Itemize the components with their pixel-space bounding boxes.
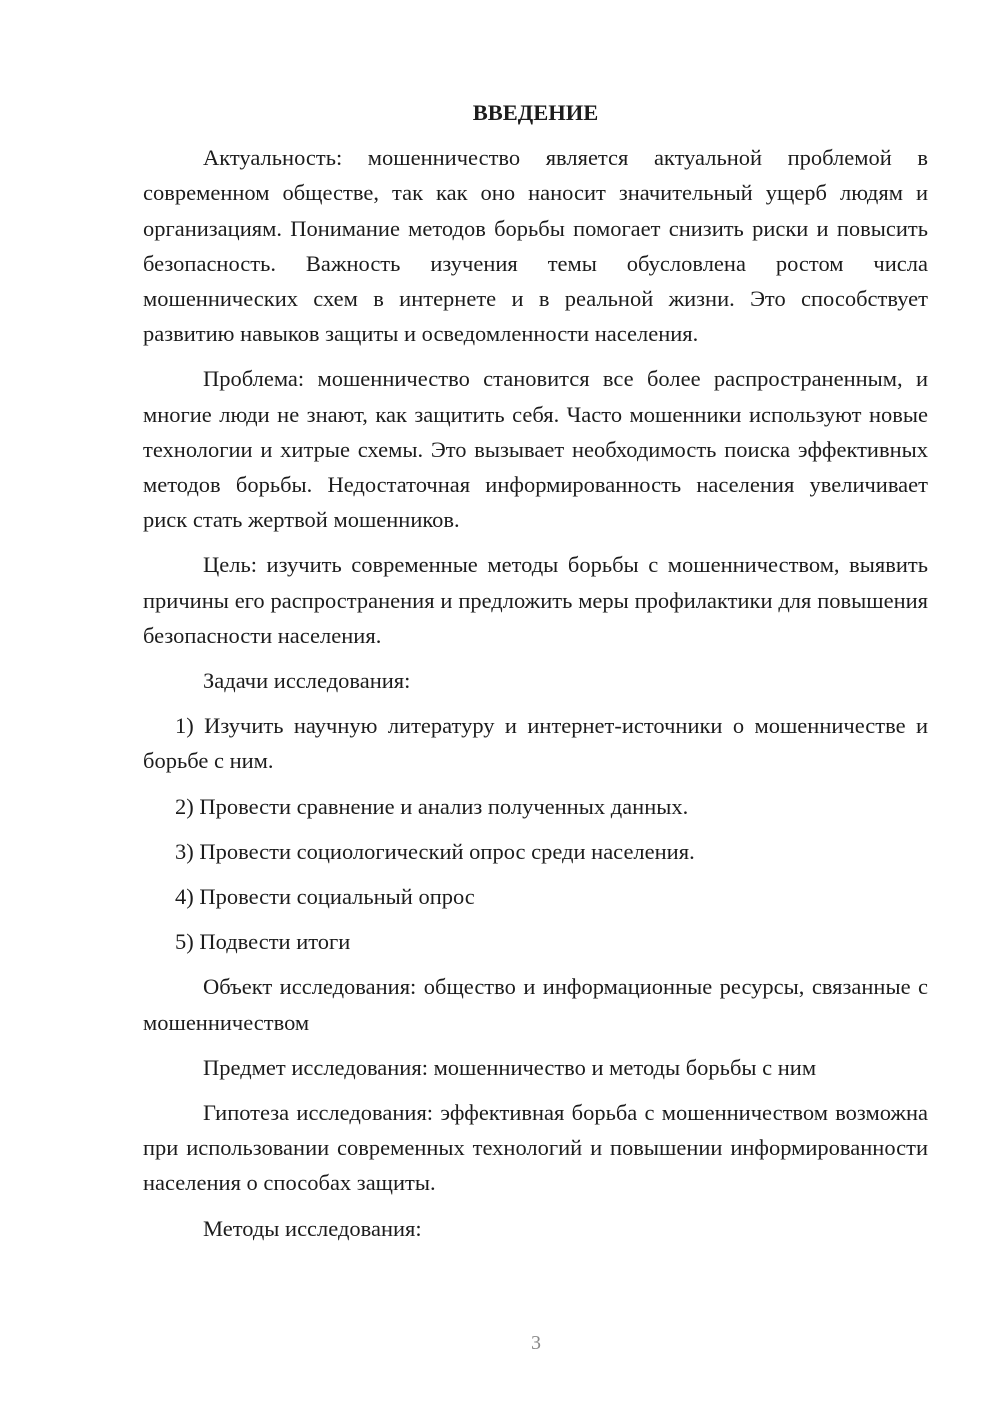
page-content <box>143 95 928 1256</box>
tasks-title: Задачи исследования: <box>203 668 411 694</box>
relevance-paragraph: Актуальность: мошенничество является актуальной проблемой в современном обществе, так как оно наносит значительный ущерб людям и организациям. Понимание методов борьбы помогает снизить риски и повысить безопасность. Важность изучения темы обусловлена ростом числа мошеннических схем в интернете и в реальной жизни. Это способствует развитию навыков защиты и осведомленности населения. <box>143 145 928 347</box>
subject-paragraph: Предмет исследования: мошенничество и методы борьбы с ним <box>203 1054 817 1080</box>
task-item: 4) Провести социальный опрос <box>175 884 475 910</box>
goal-paragraph: Цель: изучить современные методы борьбы с мошенничеством, выявить причины его распространения и предложить меры профилактики для повышения безопасности населения. <box>143 552 928 648</box>
task-item: 3) Провести социологический опрос среди населения. <box>175 838 695 864</box>
task-item: 5) Подвести итоги <box>175 929 351 955</box>
hypothesis-paragraph: Гипотеза исследования: эффективная борьба с мошенничеством возможна при использовании современных технологий и повышении информированности населения о способах защиты. <box>143 1100 928 1196</box>
object-paragraph: Объект исследования: общество и информационные ресурсы, связанные с мошенничеством <box>143 974 928 1035</box>
problem-paragraph: Проблема: мошенничество становится все более распространенным, и многие люди не знают, как защитить себя. Часто мошенники используют новые технологии и хитрые схемы. Это вызывает необходимость поиска эффективных методов борьбы. Недостаточная информированность населения увеличивает риск стать жертвой мошенников. <box>143 366 928 533</box>
methods-title: Методы исследования: <box>203 1215 422 1241</box>
page-number: 3 <box>531 1332 541 1354</box>
task-item: 2) Провести сравнение и анализ полученных данных. <box>175 793 689 819</box>
task-item: 1) Изучить научную литературу и интернет-источники о мошенничестве и борьбе с ним. <box>143 713 928 774</box>
section-heading: ВВЕДЕНИЕ <box>472 100 599 125</box>
